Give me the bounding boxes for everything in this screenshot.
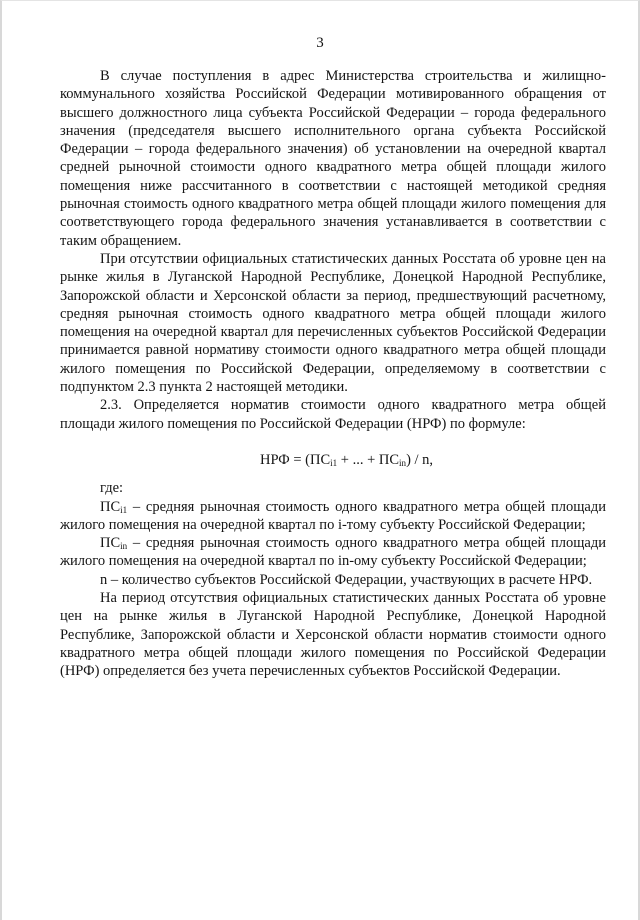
formula-middle: + ... + ПС xyxy=(337,451,400,468)
document-body xyxy=(60,67,606,681)
formula-sub-in: in xyxy=(399,457,407,468)
definition-n: n – количество субъектов Российской Федерации, участвующих в расчете НРФ. xyxy=(100,571,593,588)
definition-text: – средняя рыночная стоимость одного квадратного метра общей площади жилого помещения на очередной квартал по i-тому субъекту Российской Федерации; xyxy=(60,498,606,533)
definition-ps-in xyxy=(60,534,606,571)
paragraph-missing-statistics: При отсутствии официальных статистических данных Росстата об уровне цен на рынке жилья в Луганской Народной Республике, Донецкой Народной Республике, Запорожской области и Херсонской области за период, предшествующий расчетному, средняя рыночная стоимость одного квадратного метра общей площади жилого помещения на очередной квартал для перечисленных субъектов Российской Федерации принимается равной нормативу стоимости одного квадратного метра общей площади жилого помещения по Российской Федерации, определяемому в соответствии с подпунктом 2.3 пункта 2 настоящей методики. xyxy=(60,250,606,396)
definition-text: – средняя рыночная стоимость одного квадратного метра общей площади жилого помещения на очередной квартал по in-ому субъекту Российской Федерации; xyxy=(60,535,606,570)
definition-symbol: ПС xyxy=(100,535,121,552)
formula-sub-i1: i1 xyxy=(330,457,338,468)
definition-ps-i1 xyxy=(60,498,606,535)
formula-lhs: НРФ = (ПС xyxy=(260,451,331,468)
formula-nrf xyxy=(60,451,606,469)
definition-subscript: i1 xyxy=(120,504,128,515)
paragraph-section-2-3: 2.3. Определяется норматив стоимости одного квадратного метра общей площади жилого помещения по Российской Федерации (НРФ) по формуле: xyxy=(60,397,606,432)
page-number: 3 xyxy=(316,35,324,51)
definition-symbol: ПС xyxy=(100,498,121,515)
paragraph-city-appeal: В случае поступления в адрес Министерства строительства и жилищно-коммунального хозяйства Российской Федерации мотивированного обращения от высшего должностного лица субъекта Российской Федерации – города федерального значения (председателя высшего исполнительного органа субъекта Российской Федерации – города федерального значения) об установлении на очередной квартал средней рыночной стоимости одного квадратного метра общей площади жилого помещения ниже рассчитанного в соответствии с настоящей методикой средняя рыночная стоимость одного квадратного метра общей площади жилого помещения для соответствующего города федерального значения устанавливается в соответствии с таким обращением. xyxy=(60,68,606,249)
paragraph-final: На период отсутствия официальных статистических данных Росстата об уровне цен на рынке жилья в Луганской Народной Республике, Донецкой Народной Республике, Запорожской области и Херсонской области норматив стоимости одного квадратного метра общей площади жилого помещения по Российской Федерации (НРФ) определяется без учета перечисленных субъектов Российской Федерации. xyxy=(60,590,606,680)
definition-subscript: in xyxy=(120,541,128,552)
where-label: где: xyxy=(100,480,124,497)
formula-rhs: ) / n, xyxy=(406,451,434,468)
